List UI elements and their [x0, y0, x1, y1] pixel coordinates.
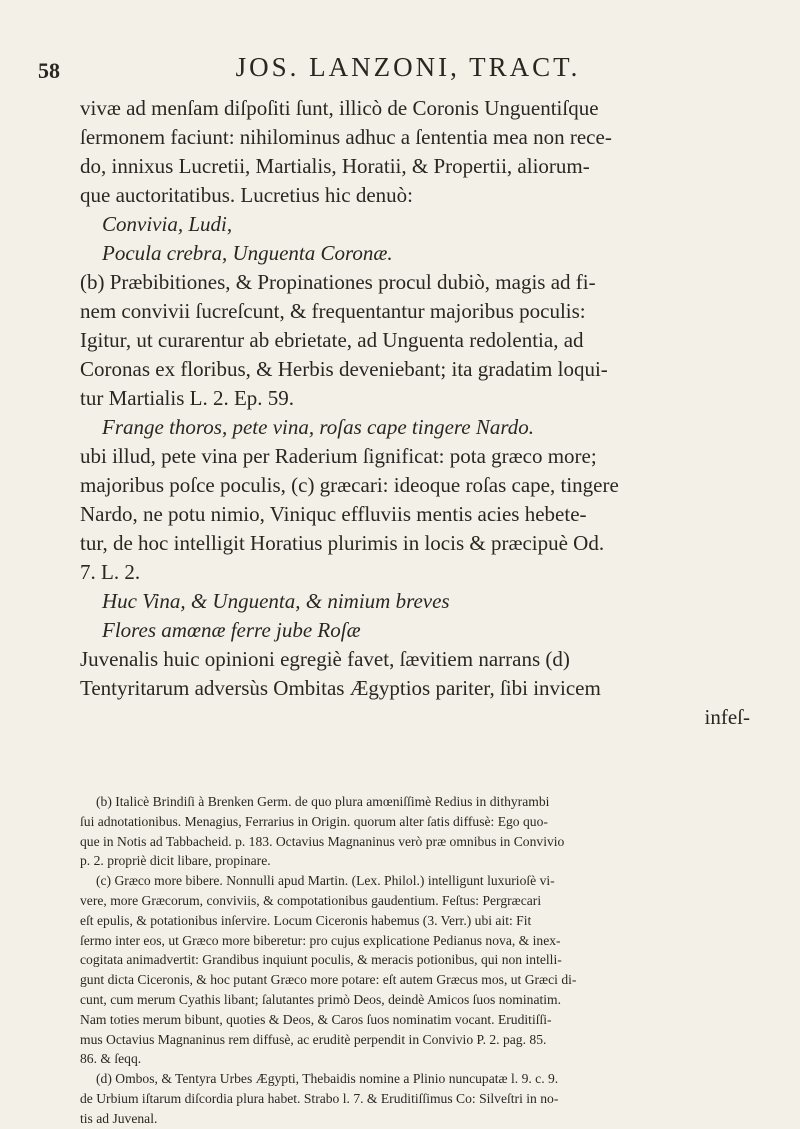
verse-line: Frange thoros, pete vina, roſas cape tingere Nardo.: [102, 415, 534, 439]
text-line: 7. L. 2.: [80, 560, 141, 584]
verse-line: Flores amœnæ ferre jube Roſæ: [102, 618, 361, 642]
text-line: (b) Præbibitiones, & Propinationes procul dubiò, magis ad fi-: [80, 270, 596, 294]
footnotes: [80, 792, 760, 1129]
catchword: infeſ-: [704, 705, 750, 729]
main-text: [80, 94, 750, 732]
footnote-line: (c) Græco more bibere. Nonnulli apud Martin. (Lex. Philol.) intelligunt luxurioſè vi-: [96, 873, 555, 889]
footnote-line: cunt, cum merum Cyathis libant; ſalutantes primò Deos, deindè Amicos ſuos nominatim.: [80, 991, 561, 1007]
text-line: que auctoritatibus. Lucretius hic denuò:: [80, 183, 413, 207]
footnote-line: mus Octavius Magnaninus rem diffusè, ac eruditè perpendit in Convivio P. 2. pag. 85.: [80, 1031, 547, 1047]
footnote-line: Nam toties merum bibunt, quoties & Deos, & Caros ſuos nominatim vocant. Eruditiſſi-: [80, 1011, 552, 1027]
footnote-line: de Urbium iſtarum diſcordia plura habet. Strabo l. 7. & Eruditiſſimus Co: Silveſtri in no-: [80, 1090, 559, 1106]
text-line: nem convivii ſucreſcunt, & frequentantur majoribus poculis:: [80, 299, 586, 323]
text-line: majoribus poſce poculis, (c) græcari: ideoque roſas cape, tingere: [80, 473, 619, 497]
verse-line: Convivia, Ludi,: [102, 212, 233, 236]
footnote-line: ſui adnotationibus. Menagius, Ferrarius in Origin. quorum alter ſatis diffusè: Ego quo-: [80, 813, 548, 829]
text-line: do, innixus Lucretii, Martialis, Horatii, & Propertii, aliorum-: [80, 154, 590, 178]
page-header: [38, 50, 760, 84]
text-line: vivæ ad menſam diſpoſiti ſunt, illicò de Coronis Unguentiſque: [80, 96, 599, 120]
footnote-line: tis ad Juvenal.: [80, 1110, 158, 1126]
footnote-line: 86. & ſeqq.: [80, 1051, 142, 1067]
verse-line: Huc Vina, & Unguenta, & nimium breves: [102, 589, 450, 613]
footnote-line: vere, more Græcorum, conviviis, & compotationibus gaudentium. Feſtus: Pergræcari: [80, 892, 542, 908]
text-line: Nardo, ne potu nimio, Viniquc effluviis mentis acies hebete-: [80, 502, 587, 526]
footnote-line: gunt dicta Ciceronis, & hoc putant Græco more potare: eſt autem Græcus mos, ut Græci di-: [80, 972, 577, 988]
page-number: 58: [38, 58, 60, 83]
text-line: tur Martialis L. 2. Ep. 59.: [80, 386, 295, 410]
footnote-line: ſermo inter eos, ut Græco more biberetur: pro cujus explicatione Pedianus nova, & inex-: [80, 932, 561, 948]
text-line: Juvenalis huic opinioni egregiè favet, ſævitiem narrans (d): [80, 647, 570, 671]
footnote-line: p. 2. propriè dicit libare, propinare.: [80, 853, 271, 869]
text-line: Igitur, ut curarentur ab ebrietate, ad Unguenta redolentia, ad: [80, 328, 584, 352]
text-line: ſermonem faciunt: nihilominus adhuc a ſententia mea non rece-: [80, 125, 612, 149]
text-line: Tentyritarum adversùs Ombitas Ægyptios pariter, ſibi invicem: [80, 676, 601, 700]
footnote-line: (d) Ombos, & Tentyra Urbes Ægypti, Thebaidis nomine a Plinio nuncupatæ l. 9. c. 9.: [96, 1071, 559, 1087]
verse-line: Pocula crebra, Unguenta Coronæ.: [102, 241, 393, 265]
footnote-line: que in Notis ad Tabbacheid. p. 183. Octavius Magnaninus verò præ omnibus in Convivio: [80, 833, 565, 849]
footnote-line: cogitata animadvertit: Grandibus inquiunt poculis, & meracis potionibus, qui non intelli-: [80, 952, 562, 968]
footnote-line: (b) Italicè Brindiſi à Brenken Germ. de quo plura amœniſſimè Redius in dithyrambi: [96, 794, 550, 809]
text-line: Coronas ex floribus, & Herbis deveniebant; ita gradatim loqui-: [80, 357, 608, 381]
text-line: tur, de hoc intelligit Horatius plurimis in locis & præcipuè Od.: [80, 531, 605, 555]
footnote-line: eſt epulis, & potationibus inſervire. Locum Ciceronis habemus (3. Verr.) ubi ait: Fit: [80, 912, 532, 928]
text-line: ubi illud, pete vina per Raderium ſignificat: pota græco more;: [80, 444, 597, 468]
running-title: JOS. LANZONI, TRACT.: [235, 52, 581, 82]
